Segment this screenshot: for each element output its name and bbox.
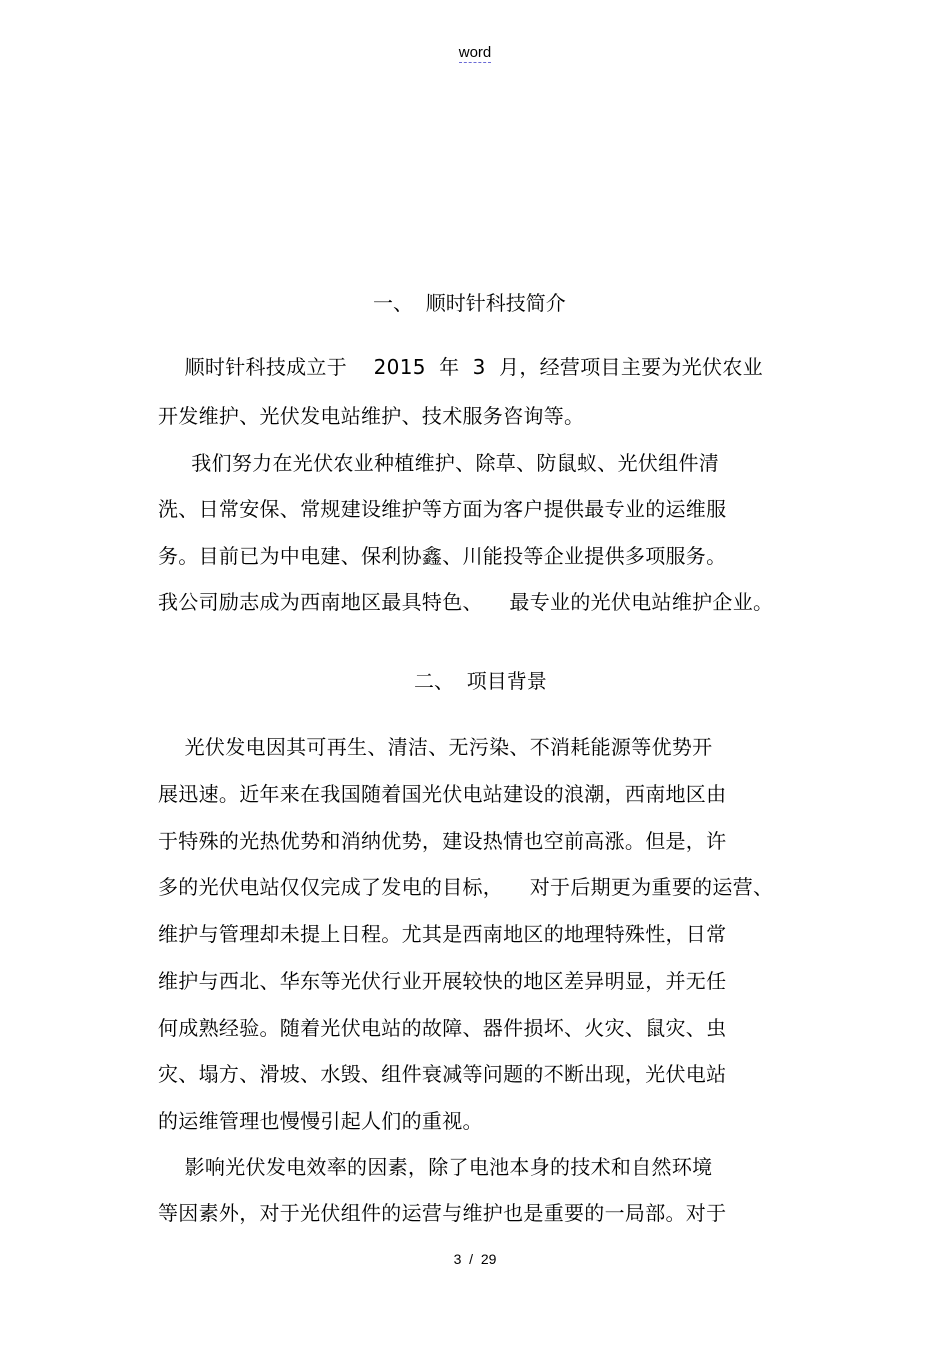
paragraph-line: 多的光伏电站仅仅完成了发电的目标， 对于后期更为重要的运营、 [158,875,774,899]
section-heading-1: 一、 顺时针科技简介 [373,291,566,315]
paragraph-line: 于特殊的光热优势和消纳优势，建设热情也空前高涨。但是，许 [158,829,727,853]
paragraph-line: 我公司励志成为西南地区最具特色、 最专业的光伏电站维护企业。 [158,590,774,614]
page-header [0,44,950,61]
paragraph-line: 影响光伏发电效率的因素，除了电池本身的技术和自然环境 [158,1155,713,1179]
page-number: 3 / 29 [453,1251,497,1267]
paragraph-line: 洗、日常安保、常规建设维护等方面为客户提供最专业的运维服 [158,497,727,521]
section-heading-2: 二、 项目背景 [414,669,547,693]
paragraph-line: 的运维管理也慢慢引起人们的重视。 [158,1109,483,1133]
paragraph-line: 开发维护、光伏发电站维护、技术服务咨询等。 [158,404,585,428]
paragraph-line: 维护与管理却未提上日程。尤其是西南地区的地理特殊性，日常 [158,922,727,946]
paragraph-line: 维护与西北、华东等光伏行业开展较快的地区差异明显，并无任 [158,969,727,993]
header-text: word [458,44,492,61]
paragraph-line: 灾、塌方、滑坡、水毁、组件衰减等问题的不断出现，光伏电站 [158,1062,727,1086]
paragraph-line: 等因素外，对于光伏组件的运营与维护也是重要的一局部。对于 [158,1201,727,1225]
paragraph-line: 光伏发电因其可再生、清洁、无污染、不消耗能源等优势开 [158,735,713,759]
paragraph-line: 顺时针科技成立于 2015 年 3 月，经营项目主要为光伏农业 [158,355,763,379]
paragraph-line: 务。目前已为中电建、保利协鑫、川能投等企业提供多项服务。 [158,544,727,568]
paragraph-line: 何成熟经验。随着光伏电站的故障、器件损坏、火灾、鼠灾、虫 [158,1016,727,1040]
paragraph-line: 我们努力在光伏农业种植维护、除草、防鼠蚁、光伏组件清 [158,451,720,475]
paragraph-line: 展迅速。近年来在我国随着国光伏电站建设的浪潮，西南地区由 [158,782,727,806]
